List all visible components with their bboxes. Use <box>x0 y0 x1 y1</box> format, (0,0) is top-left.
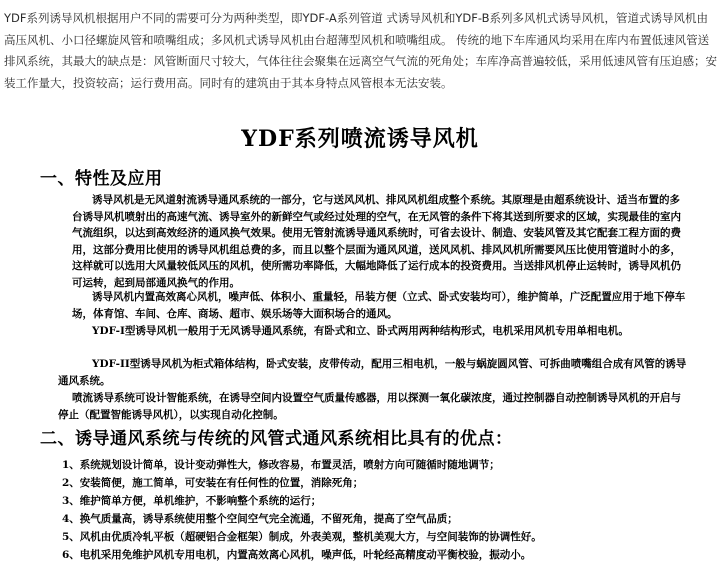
section-2-heading: 二、诱导通风系统与传统的风管式通风系统相比具有的优点： <box>40 429 513 449</box>
section-1-paragraph-5: 喷流诱导系统可设计智能系统，在诱导空间内设置空气质量传感器，用以探测一氧化碳浓度，通过控制器自动控制诱导风机的开启与停止（配置智能诱导风机），以实现自动化控制。 <box>58 392 681 421</box>
advantages-list <box>62 456 712 564</box>
section-1-paragraph-3: YDF-I型诱导风机一般用于无风诱导通风系统，有卧式和立、卧式两用两种结构形式，电机采用风机专用单相电机。 <box>92 325 629 337</box>
scanned-document <box>0 120 720 559</box>
intro-paragraph: YDF系列诱导风机根据用户不同的需要可分为两种类型，即YDF-A系列管道 式诱导风机和YDF-B系列多风机式诱导风机，管道式诱导风机由高压风机、小口径螺旋风管和喷嘴组成；多风机式诱导风机由台超薄型风机和喷嘴组成。 传统的地下车库通风均采用在库内布置低速风管送排风系统，其最大的缺点是：风管断面尺寸较大，气体往往会聚集在远离空气气流的死角处；车库净高普遍较低，采用低速风管有压迫感；安装工作量大，投资较高；运行费用高。同时有的建筑由于其本身特点风管根本无法安装。 <box>4 11 717 90</box>
list-item: 4、换气质量高，诱导系统使用整个空间空气完全流通，不留死角，提高了空气品质； <box>62 513 458 525</box>
section-1-paragraph-2: 诱导风机内置高效离心风机，噪声低、体积小、重量轻，吊装方便（立式、卧式安装均可），维护简单，广泛配置应用于地下停车场，体育馆、车间、仓库、商场、超市、娱乐场等大面积场合的通风。 <box>72 291 686 320</box>
section-1-heading: 一、特性及应用 <box>40 169 163 189</box>
list-item: 1、系统规划设计简单，设计变动弹性大，修改容易，布置灵活，喷射方向可随循时随地调节； <box>62 459 500 471</box>
list-item: 5、风机由优质冷轧平板（超硬铝合金框架）制成，外表美观，整机美观大方，与空间装饰的协调性好。 <box>62 531 542 543</box>
list-item: 3、维护简单方便，单机维护，不影响整个系统的运行； <box>62 495 322 507</box>
section-1-paragraph-4: YDF-II型诱导风机为柜式箱体结构，卧式安装，皮带传动，配用三相电机，一般与蜗旋圆风管、可拆曲喷嘴组合成有风管的诱导通风系统。 <box>58 358 687 387</box>
document-title: YDF系列喷流诱导风机 <box>241 126 479 152</box>
list-item: 2、安装简便，施工简单，可安装在有任何性的位置，消除死角； <box>62 477 364 489</box>
section-1-paragraph-1: 诱导风机是无风道射流诱导通风系统的一部分，它与送风风机、排风风机组成整个系统。其原理是由超系统设计、适当布置的多台诱导风机喷射出的高速气流、诱导室外的新鲜空气或经过处理的空气，在无风管的条件下将其送到所要求的区域，实现最佳的室内气流组织，以达到高效经济的通风换气效果。使用无管射流诱导通风系统时，可省去设计、制造、安装风管及其它配套工程方面的费用，这部分费用比使用的诱导风机组总费的多，而且以整个层面为通风风道，送风风机、排风风机所需要风压比使用管道时小的多，这样就可以选用大风量较低风压的风机，使所需功率降低，大幅地降低了运行成本的投资费用。当送排风机停止运转时，诱导风机仍可运转，起到局部通风换气的作用。 <box>72 194 681 289</box>
list-item: 6、电机采用免维护风机专用电机，内置高效离心风机，噪声低，叶轮经高精度动平衡校验，振动小。 <box>62 549 532 561</box>
